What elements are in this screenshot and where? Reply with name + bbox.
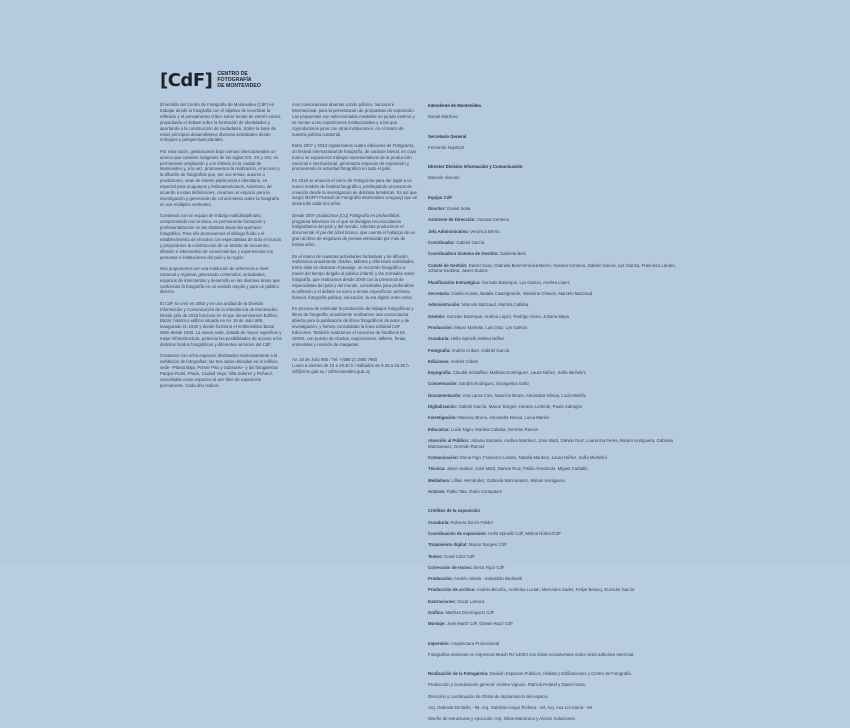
activities-paragraph-4 (292, 213, 418, 248)
creditos-role: Montaje: (428, 621, 446, 627)
about-paragraph-5: El CdF se creó en 2002 y es una unidad de la División Información y Comunicación de la Intendencia de Montevideo. Desde julio de 2015 funciona en el que denominamos Edificio Bazar, histórico edificio situado en Av. 18 de Julio 885, inaugurado en 1932 y donde funcionó el emblemático Bazar Mitre desde 1940. La nueva sede, dotada de mayor superficie y mejor infraestructura, potencia las posibilidades de acceso a los distintos fondos fotográficos y diferentes servicios del CdF. (160, 300, 282, 348)
equipo-role: Comunicación: (428, 455, 460, 461)
equipo-names: Mauricio Bruno, Alexandra Nóvoa, Lucía Mariño (456, 415, 550, 421)
creditos-role: Coordinación de exposición: (428, 530, 487, 536)
intendente-heading: Intendente de Montevideo (428, 103, 481, 108)
equipo-row (428, 404, 683, 410)
realizacion-line-2: Producción y coordinación general: Andrea Vignolo, Patricia Roland y Daniel Sosa. (428, 682, 586, 688)
equipo-names: Hella Spinelli, Melina Núñez (449, 336, 505, 342)
spacer (428, 633, 683, 641)
equipo-role: Coordinadora Sistema de Gestión: (428, 251, 499, 257)
spacer (428, 500, 683, 508)
equipo-role: Ediciones: (428, 358, 450, 364)
equipo-role: Asistente de Dirección: (428, 217, 476, 223)
about-paragraph-1: El sentido del Centro de Fotografía de Montevideo (CdF) es trabajar desde la fotografía con el objetivo de incentivar la reflexión y el pensamiento crítico sobre temas de interés social, propiciando el debate sobre la formación de identidades y aportando a la construcción de ciudadanía. Sobre la base de estos principios desarrollamos diversas actividades desde enfoques y perspectivas plurales. (160, 102, 281, 143)
column-activities (292, 102, 418, 375)
equipo-names: Verónica Berrio (468, 228, 500, 234)
spacer (428, 156, 683, 164)
equipo-role: Coordinador: (428, 239, 456, 245)
creditos-row (428, 542, 683, 548)
creditos-names: Roberto Zunzo Fabbri (449, 519, 493, 525)
realizacion-line-3: Dirección y coordinación de Obras de implantación del espacio (428, 693, 548, 699)
creditos-row (428, 587, 683, 593)
column-credits (428, 103, 683, 728)
equipo-role: Administración: (428, 302, 461, 308)
equipo-row (428, 336, 683, 342)
text-span: , programa televisivo en el que se divulgan reconocidas/os fotógrafas/os del país y del mundo. Además producimos el documental (292, 212, 404, 236)
equipo-names: Lillian Hernández, Gabriela Manzanarez, Miriam Hortiguera (450, 477, 565, 483)
equipo-role: Conservación: (428, 381, 458, 387)
logo-mark: [CdF] (160, 70, 213, 91)
activities-paragraph-5: En el marco de nuestras actividades formativas y de difusión, realizamos anualmente charlas, talleres y diferentes actividades. Entre ellas se destacan Fotoviaje, un recorrido fotográfico a través del tiempo dirigido al público infantil, y las Jornadas sobre fotografía, que realizamos desde 2005 con la presencia de especialistas del país y del mundo, concebidas para profundizar la reflexión y el debate en torno a temas específicos: archivos, historia, fotografía política, educación, la era digital, entre otros. (292, 253, 416, 300)
activities-paragraph-6: En procura de estimular la producción de trabajos fotográficos y libros de fotografía, anualmente realizamos una convocatoria abierta para la publicación de libros fotográficos de autor y de investigación, y hemos consolidado la línea editorial CdF Ediciones. También realizamos el concurso de fotolibros En UMVE, con puesto de charlas, exposiciones, talleres, ferias, entrevistas y revisión de maquetas. (292, 306, 414, 347)
creditos-row (428, 610, 683, 616)
equipo-names: Pablo Tate, Darío Compatore (445, 489, 503, 495)
text-span: para dar lugar a un nuevo modelo de festival fotográfico, privilegiando procesos de creación desde la investigación de distintas temáticas. Es así que surgió MUFF! Festival de Fotografía Montevideo Uruguay) que se desarrolla cada tres años. (292, 177, 418, 207)
creditos-role: Tratamiento digital: (428, 542, 468, 548)
realizacion-line-5: Diseño de estructuras y ejecución: Arq. Silvia Marsicano y Alonso Soluciones. (428, 716, 576, 722)
equipo-names: Gabriela Belo (498, 251, 526, 257)
equipo-role: Director: (428, 206, 446, 212)
creditos-names: Andrés Varela - Sebastián Bednarik (453, 576, 523, 582)
realizacion-line-4: Arq. Gabriela De Bello - IM, Arq. Gabriela Anaya Techera - IM, Arq. Ana Lía Sierra - IM. (428, 705, 594, 711)
text-span: En 2016 se anunció el cierre de (292, 177, 354, 183)
creditos-list (428, 520, 683, 628)
equipo-row (428, 478, 683, 484)
creditos-names: José Martí/ CdF, Darwin Ruiz/ CdF (445, 621, 514, 627)
equipo-names: Gabriel García, Maicor Borges, Horacio Loriente, Paula Satragno (457, 404, 583, 410)
equipo-row (428, 427, 683, 433)
address-line-3: cdf@imm.gub.uy / cdfmontevideo.gub.uy (292, 369, 370, 375)
realizacion-line (428, 671, 683, 677)
equipo-names: Gisela Acosta, Natalia Castelgrande, Valentina Chaves, Marcelo Mazzaud (450, 291, 593, 297)
equipo-row (428, 302, 683, 308)
creditos-role: Curaduría: (428, 519, 450, 525)
impresion-value: Arquitectura Promocional (449, 640, 500, 646)
creditos-names: Hella Spinelli/ CdF, Melina Núñez/CdF (486, 530, 562, 536)
equipo-names: Claudia Schiaffino, Mathías Domínguez, Laura Núñez, Sofía Michelini (451, 370, 586, 376)
equipo-names: Andrés Cribari, Gabriel García (450, 347, 510, 353)
logo-line-2: FOTOGRAFÍA (217, 77, 252, 84)
equipo-row (428, 314, 683, 320)
italic-span: [CU] Fotografía en profundidad (339, 212, 400, 218)
italic-span: Fotograma (392, 142, 414, 148)
equipo-role: Actores: (428, 489, 446, 495)
creditos-names: Elena Figo/ CdF (472, 564, 505, 570)
equipo-row (428, 489, 683, 495)
creditos-role: Textos: (428, 553, 443, 559)
creditos-row (428, 599, 683, 605)
equipo-names: Gonzalo Bazerque, Lys Gainza, Andrea López (480, 279, 570, 285)
equipo-names: Mauro Martella, Luis Díaz, Lys Gainza (453, 324, 527, 330)
creditos-names: Maicor Borges/ CdF (467, 542, 508, 548)
creditos-title: Créditos de la exposición (428, 508, 481, 514)
equipo-role: Espografía: (428, 370, 452, 376)
text-span: Entre 2007 y 2013 organizamos cuatro ediciones de (292, 142, 393, 148)
column-about (160, 102, 282, 394)
equipo-row (428, 393, 683, 399)
equipo-row (428, 325, 683, 331)
equipo-row (428, 240, 683, 246)
creditos-names: Coral Cirio/ CdF (442, 553, 475, 559)
equipo-row (428, 370, 683, 376)
equipo-role: Curaduría: (428, 336, 450, 342)
equipo-names: Johana Santana, Andrea Martínez, José Martí, Darwin Ruiz, Lourenzia Peréa, Miriam Hortiguera, Gabriela Manzanarez, Germán Ramos (428, 437, 673, 449)
creditos-role: Producción de archivo: (428, 587, 476, 593)
equipo-row (428, 291, 683, 297)
equipo-names: Ana Laura Cirio, Mauricio Bruno, Alexandra Nóvoa, Lucía Mariño (461, 392, 587, 398)
italic-span: Fotograma (353, 177, 375, 183)
activities-paragraph-3 (292, 178, 418, 208)
equipo-row (428, 280, 683, 286)
equipo-role: Jefa Administrativa: (428, 228, 469, 234)
logo-line-3: DE MONTEVIDEO (217, 82, 261, 89)
equipo-names: Daniel Sosa, Gabriela Belo/Verónica Berrio, Susana Centeno, Gabriel García, Lys Gainza, Francisco Landro, Johana Santana, Javier Suárez (428, 262, 676, 274)
equipo-role: Digitalización: (428, 404, 458, 410)
equipo-row (428, 251, 683, 257)
equipo-role: Mediateca: (428, 477, 451, 483)
equipo-role: Planificación Estratégica: (428, 279, 481, 285)
equipo-role: Fotografía: (428, 347, 451, 353)
text-span: , un festival internacional de fotografía, de carácter bienal, en cuyo marco se expusieron trabajos representativos de la producción nacional e internacional, generando espacios de exposición y promoviendo la actividad fotográfica en todo el país. (292, 142, 417, 172)
creditos-row (428, 554, 683, 560)
about-paragraph-2: Por esta razón, gestionamos bajo normas internacionales un acervo que contiene imágenes de los siglos XIX, XX y XXI, en permanente ampliación y con énfasis en la ciudad de Montevideo y, a la vez, promovemos la realización, el acceso y la difusión de fotografías que, por sus temas, autores o productores, sean de interés patrimonial e identitario, en especial para uruguayos y latinoamericanos. Asimismo, de acuerdo a estas definiciones, creamos un espacio para la investigación y generación de conocimiento sobre la fotografía en sus múltiples vertientes. (160, 148, 280, 207)
equipo-row (428, 455, 683, 461)
impresion-line (428, 641, 683, 647)
equipo-role: Atención al Público: (428, 437, 470, 443)
secretario-heading: Secretario General (428, 133, 467, 139)
equipo-row (428, 206, 683, 212)
director-name: Marcelo Visconti (428, 175, 460, 181)
equipo-names: Gabriel García (455, 239, 485, 245)
equipo-names: Elena Figo, Francisco Landro, Natalia Mardero, Laura Núñez, Sofía Michelini (459, 455, 607, 461)
intendente-name: Daniel Martínez (428, 114, 459, 120)
equipo-role: Técnica: (428, 466, 446, 472)
impresion-label: Impresión: (428, 640, 450, 646)
creditos-row (428, 576, 683, 582)
equipo-row (428, 217, 683, 223)
creditos-role: Gráfica: (428, 609, 445, 615)
contact-address (292, 357, 418, 375)
italic-span: Al pie del árbol blanco (315, 230, 358, 236)
equipo-role: Secretaría: (428, 291, 451, 297)
equipo-list (428, 206, 683, 495)
spacer (428, 126, 683, 134)
creditos-row (428, 520, 683, 526)
creditos-role: Ilustraciones: (428, 598, 456, 604)
creditos-role: Corrección de textos: (428, 564, 473, 570)
text-span: Desde 2007 producimos (292, 212, 340, 218)
creditos-names: Andrés Bicorbo, Andreína Lucian, Mercedes Sader, Felipe Belocq, Guzmán García (475, 587, 635, 593)
activities-paragraph-2 (292, 143, 418, 173)
creditos-names: Oscar Larroca (455, 598, 485, 604)
cdf-logo (160, 72, 261, 90)
equipo-names: Marcelo Mazzaud, Martina Callaba (460, 302, 529, 308)
equipo-row (428, 438, 683, 450)
about-paragraph-4: Nos proponemos ser una institución de referencia a nivel nacional y regional, generando contenidos, actividades, espacios de intercambio y desarrollo en las diversas áreas que conforman la fotografía en un sentido amplio y para un público diverso. (160, 265, 280, 295)
equipo-row (428, 359, 683, 365)
equipo-role: Comité de Gestión: (428, 262, 468, 268)
logo-line-1: CENTRO DE (217, 71, 248, 78)
address-line-2: Lunes a viernes de 10 a 19.30 h / Sábados de 9.30 a 16.30 h (292, 363, 409, 369)
equipo-title: Equipo CdF (428, 194, 453, 200)
equipo-role: Investigación: (428, 415, 457, 421)
activities-paragraph-1: mos convocatorias abiertas a todo público, nacional e internacional, para la presentación de propuestas de exposición. Las propuestas son seleccionadas mediante un jurado externo y se suman a las exposiciones institucionales y a las que coproducimos junto con otras instituciones, en el marco de nuestra política curatorial. (292, 102, 415, 137)
equipo-role: Educativa: (428, 426, 450, 432)
realizacion-value: División Espacios Públicos, Hábitat y Edificaciones y Centro de Fotografía. (488, 671, 632, 677)
director-heading: Director División Información y Comunicación (428, 164, 523, 170)
equipo-row (428, 466, 683, 472)
logo-text (217, 72, 261, 89)
equipo-row (428, 381, 683, 387)
impresion-text: Fotografías impresas en impresora Mutoh RJ-1400X con tintas ecosolventes sobre vinilo adhesivo Intercoat. (428, 651, 635, 657)
equipo-names: Sandra Rodríguez, Evangelina Gallo (457, 381, 529, 387)
equipo-names: Gonzalo Bazerque, Andrea López, Rodrigo Vieira, Johana Maya (445, 313, 569, 319)
about-paragraph-3: Contamos con un equipo de trabajo multidisciplinario, comprometido con la tarea, en permanente formación y profesionalización en las distintas áreas del quehacer fotográfico. Para ello promovemos el diálogo fluido y el establecimiento de vínculos con especialistas de todo el mundo y propiciamos la construcción de un ámbito de encuentro, difusión e intercambio de conocimientos y experiencias con personas e instituciones del país y la región. (160, 213, 282, 260)
secretario-name: Fernando Nopitsch (428, 144, 465, 150)
text-span: , que cuenta el hallazgo de un gran archivo de negativos de prensa extraviado por más de treinta años. (292, 230, 416, 248)
equipo-names: Susana Centeno (475, 217, 509, 223)
equipo-role: Documentación: (428, 392, 462, 398)
spacer (428, 187, 683, 195)
about-paragraph-6: Contamos con ocho espacios destinados exclusivamente a la exhibición de fotografías: las tres salas ubicadas en el edificio sede –Planta Baja, Primer Piso y Subsuelo– y las fotogalerías Parque Rodó, Prado, Ciudad Vieja, Villa Dolores y Peñarol, concebidas como espacios al aire libre de exposición permanente. Cada año realiza- (160, 353, 278, 388)
realizacion-label: Realización de la Fotogalería: (428, 671, 489, 677)
equipo-row (428, 348, 683, 354)
creditos-row (428, 621, 683, 627)
equipo-names: Andrés Cribari (449, 358, 479, 364)
equipo-role: Producción: (428, 324, 454, 330)
creditos-row (428, 531, 683, 537)
creditos-role: Producción: (428, 576, 454, 582)
equipo-names: Lucía Nigro, Martina Callaba, Germán Ramos (449, 426, 539, 432)
spacer (428, 663, 683, 671)
address-line-1: Av. 18 de Julio 885 / Tel: +(598 2) 1950 7960 (292, 357, 378, 363)
equipo-names: Javier Suárez, José Martí, Darwin Ruiz, Pablo Arredondo, Miguel Carballo (445, 466, 588, 472)
equipo-row (428, 229, 683, 235)
equipo-names: Daniel Sosa (445, 206, 471, 212)
equipo-row (428, 415, 683, 421)
equipo-role: Gestión: (428, 313, 446, 319)
equipo-row (428, 263, 683, 275)
creditos-names: Mathías Domínguez/ CdF (444, 609, 495, 615)
